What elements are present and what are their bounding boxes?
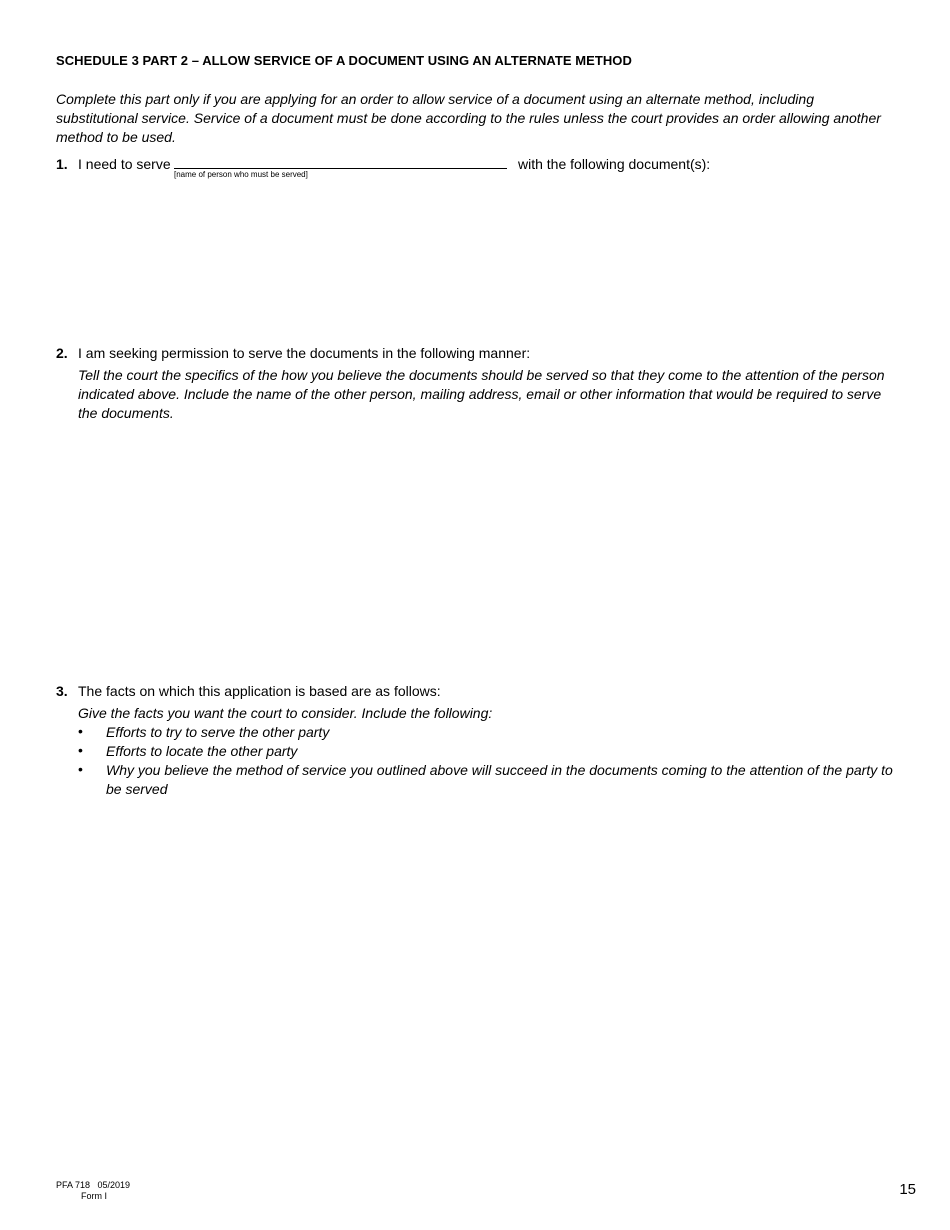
bullet-dot-icon: • bbox=[78, 742, 83, 758]
q1-number: 1. bbox=[56, 156, 68, 172]
person-served-underline bbox=[174, 168, 507, 169]
bullet-dot-icon: • bbox=[78, 723, 83, 739]
q3-number: 3. bbox=[56, 683, 68, 699]
q2-text: I am seeking permission to serve the documents in the following manner: bbox=[78, 345, 531, 361]
q2-number: 2. bbox=[56, 345, 68, 361]
q3-instruction: Give the facts you want the court to consider. Include the following: bbox=[78, 705, 493, 721]
q3-facts-answer[interactable] bbox=[78, 805, 900, 1169]
person-served-caption: [name of person who must be served] bbox=[174, 170, 308, 179]
q1-text-before: I need to serve bbox=[78, 156, 171, 172]
q1-text-after: with the following document(s): bbox=[518, 156, 711, 172]
q2-manner-answer[interactable] bbox=[78, 428, 900, 677]
bullet-dot-icon: • bbox=[78, 761, 83, 777]
schedule-heading: SCHEDULE 3 PART 2 – ALLOW SERVICE OF A DOCUMENT USING AN ALTERNATE METHOD bbox=[56, 53, 632, 68]
q3-bullet: Efforts to try to serve the other party bbox=[106, 724, 330, 740]
q3-bullet: Why you believe the method of service you outlined above will succeed in the documents coming to the attention of the party to be served bbox=[106, 762, 893, 797]
q3-text: The facts on which this application is based are as follows: bbox=[78, 683, 441, 699]
form-code: PFA 718 05/2019 bbox=[56, 1180, 131, 1190]
schedule-intro: Complete this part only if you are applying for an order to allow service of a document using an alternate method, including substitutional service. Service of a document must be done according to the rules unless the court provides an order allowing another method to be used. bbox=[56, 91, 881, 145]
q1-documents-answer[interactable] bbox=[78, 185, 900, 339]
page-number: 15 bbox=[899, 1181, 916, 1198]
person-served-input[interactable] bbox=[174, 152, 507, 168]
q2-instruction: Tell the court the specifics of the how you believe the documents should be served so that they come to the attention of the person indicated above. Include the name of the other person, mailing address, email or other information that would be required to serve the documents. bbox=[78, 367, 885, 421]
form-name: Form I bbox=[81, 1191, 107, 1201]
q3-bullet: Efforts to locate the other party bbox=[106, 743, 298, 759]
